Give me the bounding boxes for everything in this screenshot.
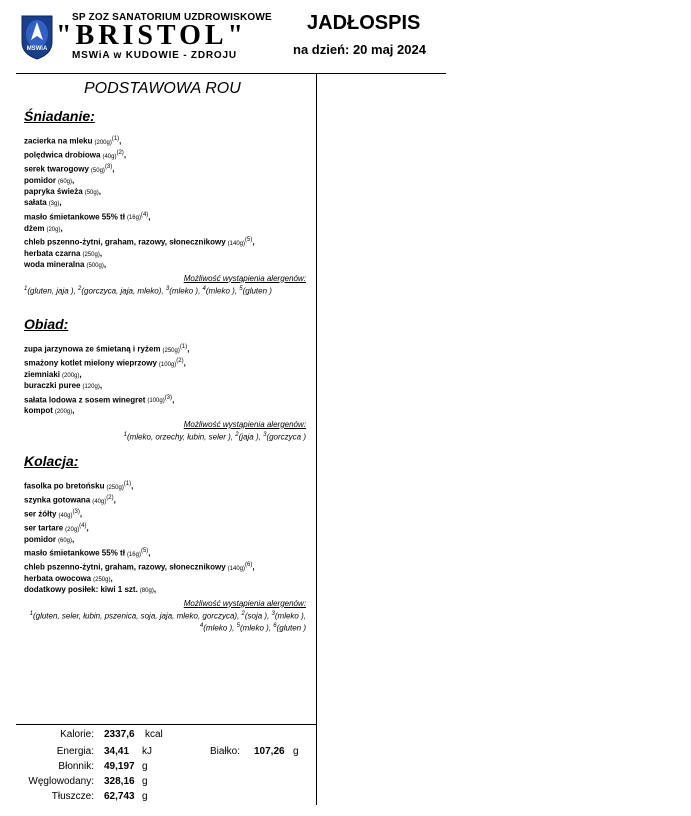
menu-item: polędwica drobiowa $(40g)^{(2)}$, — [24, 149, 127, 160]
nutrition-fat: Tłuszcze: 62,743 g — [51, 791, 148, 802]
menu-item: ser tartare $(20g)^{(4)}$, — [24, 522, 89, 533]
menu-item: serek twarogowy $(50g)^{(3)}$, — [24, 163, 115, 174]
meal-section-lunch — [24, 316, 310, 442]
menu-item: chleb pszenno-żytni, graham, razowy, słonecznikowy $(140g)^{(5)}$, — [24, 237, 255, 247]
menu-item: woda mineralna (500g), — [24, 260, 107, 270]
org-name: "BRISTOL" — [56, 20, 248, 51]
menu-item: zupa jarzynowa ze śmietaną i ryżem $(250g)^{(1)}$, — [24, 344, 190, 354]
nutrition-calories: Kalorie: 2337,6 kcal — [60, 729, 163, 740]
footer-divider — [16, 724, 316, 725]
allergen-heading: Możliwość wystąpienia alergenów: — [183, 598, 306, 608]
document-title: JADŁOSPIS — [307, 12, 421, 34]
org-name-line3: MSWiA w KUDOWIE - ZDROJU — [72, 50, 237, 61]
allergen-heading: Możliwość wystąpienia alergenów: — [183, 419, 306, 429]
menu-item: sałata lodowa z sosem winegret $(100g)^{(3)}$, — [24, 394, 175, 405]
allergen-list: $^1$(gluten, seler, łubin, pszenica, soja, jaja, mleko, gorczyca), $^2$(soja ), $^3$(mleko ), $^4$(mleko ), $^5$(mleko ), $^6$(gluten ) — [29, 610, 306, 633]
menu-item: masło śmietankowe 55% tł $(16g)^{(4)}$, — [24, 211, 151, 222]
nutrition-protein-value: 107,26 — [254, 746, 285, 757]
meal-section-breakfast — [24, 108, 310, 296]
meal-title: Śniadanie: — [24, 108, 95, 124]
menu-item: pomidor (60g), — [24, 534, 75, 544]
document-date: na dzień: 20 maj 2024 — [293, 42, 426, 57]
nutrition-energy: Energia: 34,41 kJ Białko: 107,26 g — [56, 746, 299, 757]
org-name-line1: SP ZOZ SANATORIUM UZDROWISKOWE — [72, 12, 272, 23]
menu-item: zacierka na mleku $(200g)^{(1)}$, — [24, 136, 122, 146]
header-divider — [16, 73, 446, 74]
menu-item: masło śmietankowe 55% tł $(16g)^{(5)}$, — [24, 548, 151, 558]
menu-item: szynka gotowana $(40g)^{(2)}$, — [24, 494, 116, 505]
nutrition-protein-unit: g — [293, 746, 299, 757]
nutrition-carbs: Węglowodany: 328,16 g — [28, 776, 148, 787]
meal-section-dinner — [24, 453, 310, 634]
menu-item: herbata czarna (250g), — [24, 248, 103, 258]
column-divider — [316, 73, 317, 805]
menu-item: buraczki puree (120g), — [24, 381, 103, 391]
nutrition-fiber: Błonnik: 49,197 g — [58, 761, 148, 772]
allergen-list: $^1$(mleko, orzechy, łubin, seler ), $^2$(jaja ), $^3$(gorczyca ) — [123, 431, 306, 442]
menu-item: ziemniaki (200g), — [24, 369, 82, 379]
menu-item: pomidor (60g), — [24, 175, 75, 185]
menu-item: fasolka po bretońsku $(250g)^{(1)}$, — [24, 481, 134, 491]
menu-item: chleb pszenno-żytni, graham, razowy, słonecznikowy $(140g)^{(6)}$, — [24, 562, 255, 572]
menu-item: sałata (3g), — [24, 198, 62, 208]
meal-title: Obiad: — [24, 316, 69, 332]
nutrition-protein-label: Białko: — [210, 746, 241, 757]
meal-items — [24, 479, 310, 597]
allergen-list: $^1$(gluten, jaja ), $^2$(gorczyca, jaja, mleko), $^3$(mleko ), $^4$(mleko ), $^5$(gluten ) — [24, 285, 272, 296]
diet-name: PODSTAWOWA ROU — [84, 80, 241, 97]
sanatorium-logo — [18, 14, 56, 60]
meal-title: Kolacja: — [24, 453, 79, 469]
menu-item: ser żółty $(40g)^{(3)}$, — [24, 508, 83, 519]
menu-item: smażony kotlet mielony wieprzowy $(100g)^{(2)}$, — [24, 357, 186, 368]
menu-item: papryka świeża (50g), — [24, 187, 101, 197]
menu-item: herbata owocowa (250g), — [24, 574, 113, 584]
menu-item: dodatkowy posiłek: kiwi 1 szt. (80g), — [24, 585, 157, 595]
menu-item: kompot (200g), — [24, 406, 75, 416]
meal-items — [24, 134, 310, 272]
menu-item: dżem (20g), — [24, 223, 63, 233]
allergen-heading: Możliwość wystąpienia alergenów: — [183, 273, 306, 283]
svg-text:MSWiA: MSWiA — [26, 46, 48, 52]
meal-items — [24, 342, 310, 418]
